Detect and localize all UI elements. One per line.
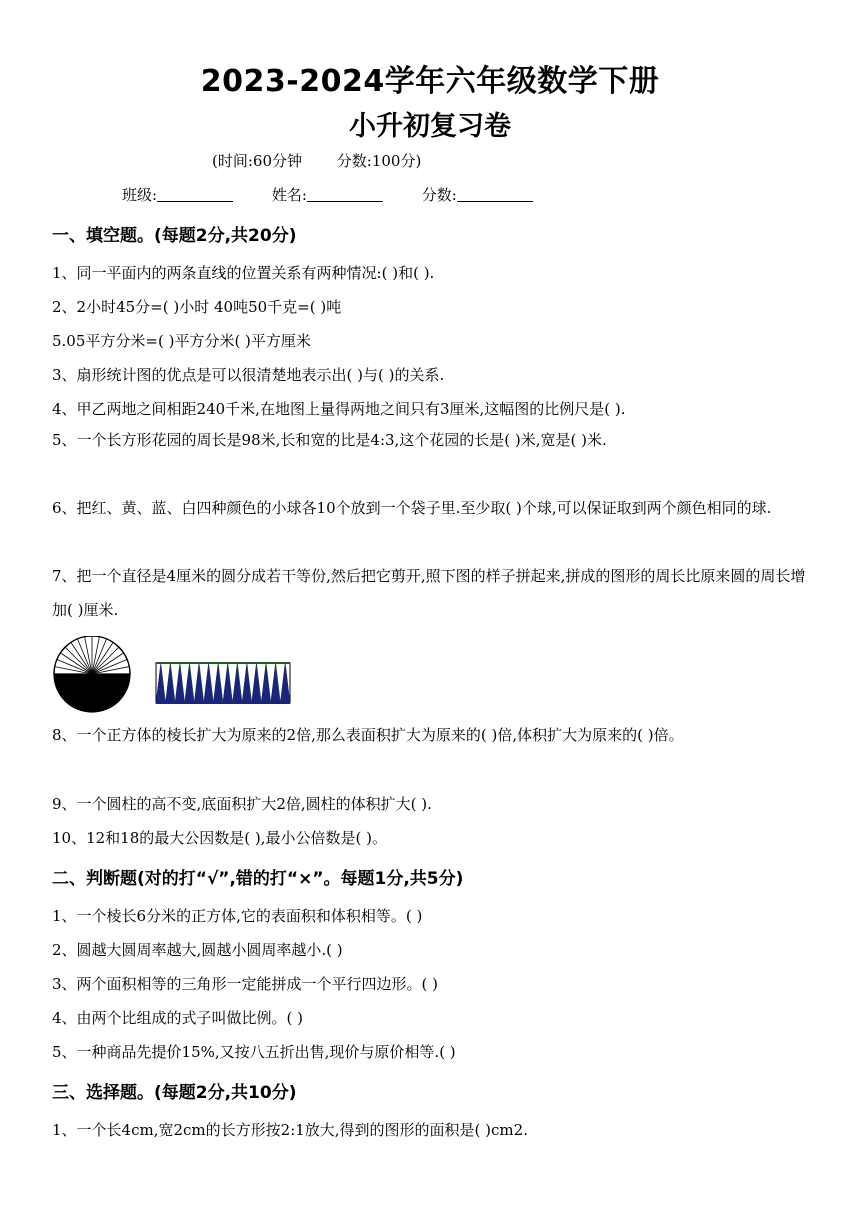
question-line: 9、一个圆柱的高不变,底面积扩大2倍,圆柱的体积扩大( ). [52,795,432,813]
question-line: 5、一个长方形花园的周长是98米,长和宽的比是4:3,这个花园的长是( )米,宽是( )米. [52,431,607,449]
question-line: 10、12和18的最大公因数是( ),最小公倍数是( )。 [52,829,387,847]
section-heading-multiple-choice: 三、选择题。(每题2分,共10分) [52,1083,297,1103]
score-label: 分数: [421,186,457,204]
name-label: 姓名: [271,186,307,204]
question-line: 1、一个棱长6分米的正方体,它的表面积和体积相等。( ) [52,907,423,925]
time-score-line [212,150,421,171]
question-line: 7、把一个直径是4厘米的圆分成若干等份,然后把它剪开,照下图的样子拼起来,拼成的图形的周长比原来圆的周长增加( )厘米. [52,567,806,619]
question-line: 3、两个面积相等的三角形一定能拼成一个平行四边形。( ) [52,975,439,993]
question-line: 1、同一平面内的两条直线的位置关系有两种情况:( )和( ). [52,264,435,282]
question-line: 3、扇形统计图的优点是可以很清楚地表示出( )与( )的关系. [52,366,445,384]
question-line: 4、甲乙两地之间相距240千米,在地图上量得两地之间只有3厘米,这幅图的比例尺是( ). [52,400,626,418]
circle-figure-svg [52,636,292,714]
score-field [422,184,533,205]
exam-title: 2023-2024学年六年级数学下册 [200,64,660,99]
score-blank[interactable] [457,187,533,202]
question-line: 5、一种商品先提价15%,又按八五折出售,现价与原价相等.( ) [52,1043,456,1061]
rearranged-strip [156,663,290,703]
time-limit: (时间:60分钟 [212,152,302,170]
question-line: 2、圆越大圆周率越大,圆越小圆周率越小.( ) [52,941,343,959]
question-line: 2、2小时45分=( )小时 40吨50千克=( )吨 [52,298,342,316]
section-heading-true-false: 二、判断题(对的打“√”,错的打“×”。每题1分,共5分) [52,869,464,889]
student-info [122,184,567,205]
total-score: 分数:100分) [336,152,422,170]
class-field [122,184,233,205]
name-blank[interactable] [307,187,383,202]
exam-subtitle: 小升初复习卷 [349,111,511,142]
class-label: 班级: [122,186,158,204]
name-field [272,184,383,205]
question-line: 8、一个正方体的棱长扩大为原来的2倍,那么表面积扩大为原来的( )倍,体积扩大为原来的( )倍。 [52,726,684,744]
section-heading-fill-blank: 一、填空题。(每题2分,共20分) [52,226,297,246]
class-blank[interactable] [157,187,233,202]
circle-lower-half [54,674,130,712]
question-line: 6、把红、黄、蓝、白四种颜色的小球各10个放到一个袋子里.至少取( )个球,可以保证取到两个颜色相同的球. [52,499,772,517]
question-line: 4、由两个比组成的式子叫做比例。( ) [52,1009,304,1027]
circle-rearrangement-figure [52,636,292,718]
question-line: 1、一个长4cm,宽2cm的长方形按2:1放大,得到的图形的面积是( )cm2. [52,1121,528,1139]
question-line: 5.05平方分米=( )平方分米( )平方厘米 [52,332,311,350]
